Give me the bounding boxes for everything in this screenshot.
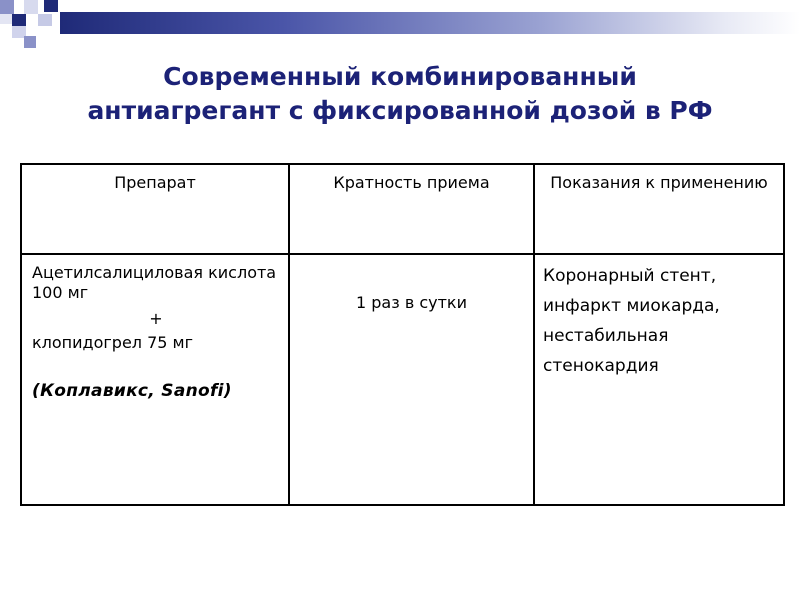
header-indications: Показания к применению	[534, 164, 784, 254]
header-frequency: Кратность приема	[289, 164, 534, 254]
decor-square	[0, 0, 14, 14]
indication-item: инфаркт миокарда,	[543, 296, 720, 316]
slide-title-line-2: антиагрегант с фиксированной дозой в РФ	[87, 96, 713, 125]
cell-indications	[534, 254, 784, 505]
indication-item: Коронарный стент,	[543, 266, 717, 286]
table-header-row	[21, 164, 784, 254]
table-row	[21, 254, 784, 505]
drug-component-2: клопидогрел 75 мг	[32, 333, 194, 352]
header-drug: Препарат	[21, 164, 289, 254]
decor-square	[44, 0, 58, 12]
cell-frequency: 1 раз в сутки	[289, 254, 534, 505]
plus-sign: +	[149, 309, 163, 328]
drug-component-1: Ацетилсалициловая кислота 100 мг	[32, 263, 277, 302]
decor-square	[24, 36, 36, 48]
indication-item: стенокардия	[543, 356, 659, 376]
slide-title	[0, 60, 800, 128]
brand-name: (Коплавикс, Sanofi)	[32, 381, 232, 401]
cell-drug	[21, 254, 289, 505]
decor-square	[24, 0, 38, 14]
drug-table	[20, 163, 785, 506]
slide-title-line-1: Современный комбинированный	[163, 62, 637, 91]
header-gradient-bar	[60, 12, 800, 34]
decor-square	[38, 14, 52, 26]
indication-item: нестабильная	[543, 326, 669, 346]
